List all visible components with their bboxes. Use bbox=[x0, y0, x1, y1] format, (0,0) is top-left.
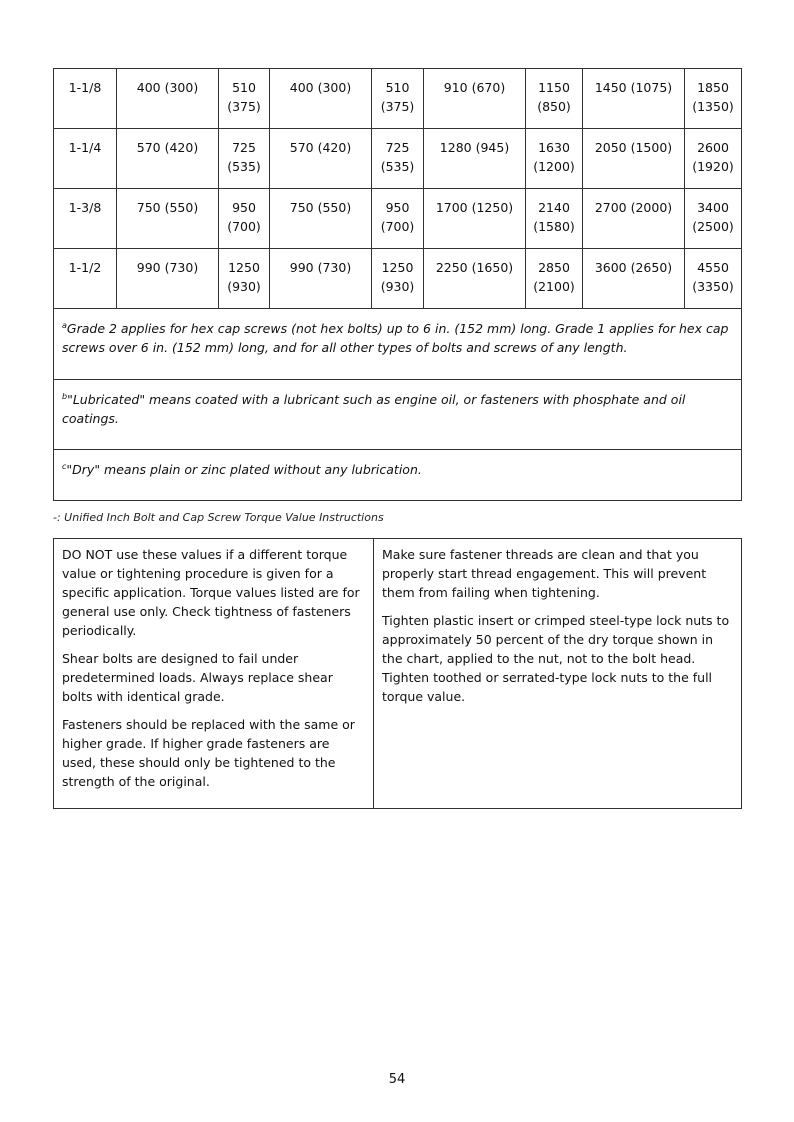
torque-value-cell: 725 (535) bbox=[372, 129, 424, 189]
torque-value-cell: 400 (300) bbox=[117, 69, 219, 129]
torque-value-cell: 3400 (2500) bbox=[685, 189, 742, 249]
torque-value-cell: 2700 (2000) bbox=[583, 189, 685, 249]
torque-value-cell: 4550 (3350) bbox=[685, 249, 742, 309]
torque-value-cell: 725 (535) bbox=[219, 129, 270, 189]
torque-value-cell: 570 (420) bbox=[270, 129, 372, 189]
torque-value-cell: 950 (700) bbox=[219, 189, 270, 249]
footnote-marker: c bbox=[62, 462, 67, 471]
torque-value-cell: 570 (420) bbox=[117, 129, 219, 189]
torque-value-cell: 400 (300) bbox=[270, 69, 372, 129]
instruction-paragraph: Make sure fastener threads are clean and that you properly start thread engagement. This will prevent them from failing when tightening. bbox=[382, 547, 707, 600]
footnote-row bbox=[54, 309, 742, 380]
table-row bbox=[54, 69, 742, 129]
torque-value-cell: 1450 (1075) bbox=[583, 69, 685, 129]
footnote bbox=[54, 380, 742, 450]
footnote-marker: a bbox=[62, 321, 67, 330]
instructions-right-column bbox=[374, 539, 742, 809]
footnote-text: "Dry" means plain or zinc plated without any lubrication. bbox=[66, 462, 422, 477]
table-row bbox=[54, 249, 742, 309]
torque-value-table bbox=[53, 68, 742, 501]
page-number: 54 bbox=[388, 1072, 406, 1087]
instruction-paragraph: Tighten plastic insert or crimped steel-type lock nuts to approximately 50 percent of the dry torque shown in the chart, applied to the nut, not to the bolt head. Tighten toothed or serrated-type lock nuts to the full torque value. bbox=[382, 613, 730, 704]
footnote bbox=[54, 309, 742, 380]
instructions-left-column bbox=[54, 539, 374, 809]
torque-value-cell: 2050 (1500) bbox=[583, 129, 685, 189]
torque-value-cell: 1250 (930) bbox=[219, 249, 270, 309]
footnote-marker: b bbox=[62, 392, 68, 401]
footnote-text: Grade 2 applies for hex cap screws (not hex bolts) up to 6 in. (152 mm) long. Grade 1 applies for hex cap screws over 6 in. (152 mm) long, and for all other types of bolts and screws of any length. bbox=[62, 321, 729, 355]
torque-value-cell: 910 (670) bbox=[424, 69, 526, 129]
table-caption: -: Unified Inch Bolt and Cap Screw Torque Value Instructions bbox=[53, 511, 384, 524]
bolt-size-cell: 1-1/8 bbox=[54, 69, 117, 129]
footnote-text: "Lubricated" means coated with a lubricant such as engine oil, or fasteners with phosphate and oil coatings. bbox=[62, 392, 686, 426]
torque-value-cell: 1850 (1350) bbox=[685, 69, 742, 129]
torque-value-cell: 990 (730) bbox=[117, 249, 219, 309]
torque-value-cell: 750 (550) bbox=[117, 189, 219, 249]
torque-value-cell: 1150 (850) bbox=[526, 69, 583, 129]
torque-value-cell: 2850 (2100) bbox=[526, 249, 583, 309]
torque-value-cell: 1630 (1200) bbox=[526, 129, 583, 189]
bolt-size-cell: 1-1/2 bbox=[54, 249, 117, 309]
instruction-paragraph: Shear bolts are designed to fail under predetermined loads. Always replace shear bolts with identical grade. bbox=[62, 651, 333, 704]
torque-value-cell: 750 (550) bbox=[270, 189, 372, 249]
footnote-row bbox=[54, 380, 742, 450]
footnote bbox=[54, 450, 742, 501]
torque-value-cell: 1700 (1250) bbox=[424, 189, 526, 249]
torque-value-cell: 990 (730) bbox=[270, 249, 372, 309]
table-row bbox=[54, 129, 742, 189]
torque-value-cell: 1280 (945) bbox=[424, 129, 526, 189]
torque-value-cell: 950 (700) bbox=[372, 189, 424, 249]
torque-value-cell: 2600 (1920) bbox=[685, 129, 742, 189]
torque-value-cell: 3600 (2650) bbox=[583, 249, 685, 309]
torque-value-cell: 1250 (930) bbox=[372, 249, 424, 309]
bolt-size-cell: 1-1/4 bbox=[54, 129, 117, 189]
bolt-size-cell: 1-3/8 bbox=[54, 189, 117, 249]
torque-value-cell: 510 (375) bbox=[219, 69, 270, 129]
torque-value-cell: 2250 (1650) bbox=[424, 249, 526, 309]
torque-value-cell: 510 (375) bbox=[372, 69, 424, 129]
instruction-paragraph: DO NOT use these values if a different torque value or tightening procedure is given for a specific application. Torque values listed are for general use only. Check tightness of fasteners periodically. bbox=[62, 547, 360, 638]
footnote-row bbox=[54, 450, 742, 501]
torque-value-cell: 2140 (1580) bbox=[526, 189, 583, 249]
instructions-table bbox=[53, 538, 742, 809]
table-row bbox=[54, 189, 742, 249]
instruction-paragraph: Fasteners should be replaced with the same or higher grade. If higher grade fasteners are used, these should only be tightened to the strength of the original. bbox=[62, 717, 355, 789]
